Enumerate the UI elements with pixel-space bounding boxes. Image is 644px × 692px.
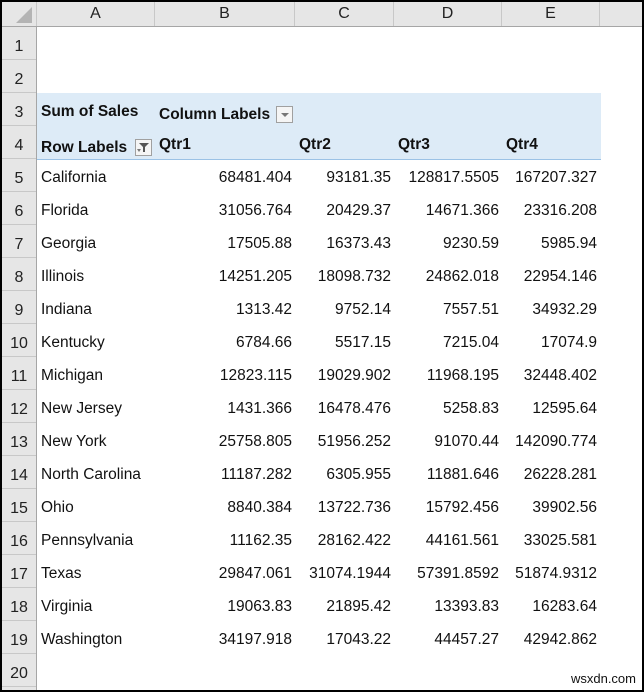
value-cell-qtr1[interactable]: 11187.282 bbox=[221, 466, 292, 483]
value-cell-qtr3[interactable]: 44457.27 bbox=[434, 631, 499, 648]
pivot-row-labels-header[interactable] bbox=[37, 126, 155, 159]
row-header[interactable]: 12 bbox=[2, 390, 36, 423]
value-cell-qtr3[interactable]: 44161.561 bbox=[425, 532, 499, 549]
row-label-cell[interactable]: Virginia bbox=[41, 598, 93, 615]
value-cell-qtr4[interactable]: 26228.281 bbox=[523, 466, 597, 483]
row-label-cell[interactable]: Ohio bbox=[41, 499, 74, 516]
value-cell-qtr3[interactable]: 11881.646 bbox=[426, 466, 499, 483]
value-cell-qtr4[interactable]: 22954.146 bbox=[523, 268, 597, 285]
value-cell-qtr1[interactable]: 6784.66 bbox=[235, 334, 292, 351]
row-label-cell[interactable]: Kentucky bbox=[41, 334, 105, 351]
column-header-f[interactable] bbox=[600, 2, 642, 26]
row-label-cell[interactable]: Illinois bbox=[41, 268, 85, 285]
value-cell-qtr3[interactable]: 9230.59 bbox=[442, 235, 499, 252]
row-header[interactable]: 15 bbox=[2, 489, 36, 522]
filter-mini-arrow-icon bbox=[137, 149, 141, 152]
row-label-cell[interactable]: Florida bbox=[41, 202, 89, 219]
value-cell-qtr2[interactable]: 5517.15 bbox=[334, 334, 391, 351]
value-cell-qtr2[interactable]: 51956.252 bbox=[317, 433, 391, 450]
value-cell-qtr3[interactable]: 24862.018 bbox=[425, 268, 499, 285]
column-header-d[interactable]: D bbox=[394, 2, 502, 26]
value-cell-qtr2[interactable]: 13722.736 bbox=[317, 499, 391, 516]
value-cell-qtr4[interactable]: 51874.9312 bbox=[515, 565, 597, 582]
value-cell-qtr4[interactable]: 5985.94 bbox=[540, 235, 597, 252]
row-header[interactable]: 17 bbox=[2, 555, 36, 588]
value-cell-qtr4[interactable]: 39902.56 bbox=[532, 499, 597, 516]
row-header[interactable]: 2 bbox=[2, 60, 36, 93]
pivot-column-labels-header[interactable] bbox=[155, 93, 335, 126]
row-label-cell[interactable]: Georgia bbox=[41, 235, 97, 252]
value-cell-qtr3[interactable]: 57391.8592 bbox=[417, 565, 499, 582]
value-cell-qtr2[interactable]: 20429.37 bbox=[326, 202, 391, 219]
row-labels-filter-button[interactable] bbox=[135, 139, 152, 156]
value-cell-qtr4[interactable]: 32448.402 bbox=[523, 367, 597, 384]
row-header[interactable]: 10 bbox=[2, 324, 36, 357]
value-cell-qtr4[interactable]: 23316.208 bbox=[523, 202, 597, 219]
value-cell-qtr4[interactable]: 16283.64 bbox=[532, 598, 597, 615]
row-label-cell[interactable]: Indiana bbox=[41, 301, 92, 318]
row-header[interactable]: 13 bbox=[2, 423, 36, 456]
column-header-c[interactable]: C bbox=[295, 2, 394, 26]
value-cell-qtr2[interactable]: 28162.422 bbox=[317, 532, 391, 549]
value-cell-qtr4[interactable]: 34932.29 bbox=[532, 301, 597, 318]
row-header[interactable]: 19 bbox=[2, 621, 36, 654]
watermark-text: wsxdn.com bbox=[570, 671, 636, 686]
value-cell-qtr4[interactable]: 142090.774 bbox=[515, 433, 597, 450]
row-header[interactable]: 18 bbox=[2, 588, 36, 621]
value-cell-qtr2[interactable]: 16478.476 bbox=[317, 400, 391, 417]
value-cell-qtr3[interactable]: 5258.83 bbox=[442, 400, 499, 417]
dropdown-arrow-icon bbox=[281, 113, 289, 117]
value-cell-qtr1[interactable]: 68481.404 bbox=[218, 169, 292, 186]
column-header-bar bbox=[2, 2, 642, 27]
value-cell-qtr3[interactable]: 15792.456 bbox=[425, 499, 499, 516]
column-header-e[interactable]: E bbox=[502, 2, 600, 26]
pivot-value-field-label[interactable]: Sum of Sales bbox=[41, 103, 139, 120]
value-cell-qtr3[interactable]: 14671.366 bbox=[425, 202, 499, 219]
row-header-bar bbox=[2, 27, 37, 692]
value-cell-qtr1[interactable]: 11162.35 bbox=[229, 532, 292, 549]
value-cell-qtr2[interactable]: 93181.35 bbox=[326, 169, 391, 186]
value-cell-qtr4[interactable]: 17074.9 bbox=[540, 334, 597, 351]
column-labels-dropdown-button[interactable] bbox=[276, 106, 293, 123]
row-label-cell[interactable]: Texas bbox=[41, 565, 82, 582]
row-label-cell[interactable]: New York bbox=[41, 433, 107, 450]
value-cell-qtr4[interactable]: 12595.64 bbox=[532, 400, 597, 417]
pivot-column-header-qtr3[interactable]: Qtr3 bbox=[398, 136, 430, 153]
row-header[interactable]: 4 bbox=[2, 126, 36, 159]
value-cell-qtr2[interactable]: 31074.1944 bbox=[309, 565, 391, 582]
row-header[interactable]: 5 bbox=[2, 159, 36, 192]
row-header[interactable]: 11 bbox=[2, 357, 36, 390]
value-cell-qtr1[interactable]: 34197.918 bbox=[218, 631, 292, 648]
value-cell-qtr1[interactable]: 31056.764 bbox=[218, 202, 292, 219]
filter-funnel-stem bbox=[143, 147, 145, 152]
row-label-cell[interactable]: Pennsylvania bbox=[41, 532, 134, 549]
value-cell-qtr2[interactable]: 18098.732 bbox=[317, 268, 391, 285]
row-header[interactable]: 7 bbox=[2, 225, 36, 258]
value-cell-qtr1[interactable]: 17505.88 bbox=[227, 235, 292, 252]
row-label-cell[interactable]: California bbox=[41, 169, 107, 186]
value-cell-qtr1[interactable]: 19063.83 bbox=[227, 598, 292, 615]
row-label-cell[interactable]: North Carolina bbox=[41, 466, 141, 483]
pivot-column-header-qtr1[interactable]: Qtr1 bbox=[159, 136, 191, 153]
row-labels-text: Row Labels bbox=[41, 138, 128, 156]
row-header[interactable]: 3 bbox=[2, 93, 36, 126]
row-header[interactable]: 20 bbox=[2, 654, 36, 687]
pivot-column-header-qtr4[interactable]: Qtr4 bbox=[506, 136, 538, 153]
row-header[interactable]: 8 bbox=[2, 258, 36, 291]
pivot-column-header-qtr2[interactable]: Qtr2 bbox=[299, 136, 331, 153]
value-cell-qtr2[interactable]: 21895.42 bbox=[326, 598, 391, 615]
row-header[interactable]: 9 bbox=[2, 291, 36, 324]
value-cell-qtr3[interactable]: 91070.44 bbox=[434, 433, 499, 450]
value-cell-qtr2[interactable]: 17043.22 bbox=[326, 631, 391, 648]
select-all-corner[interactable] bbox=[2, 2, 37, 26]
column-header-b[interactable]: B bbox=[155, 2, 295, 26]
cell-grid[interactable] bbox=[37, 27, 642, 692]
row-label-cell[interactable]: Washington bbox=[41, 631, 123, 648]
value-cell-qtr4[interactable]: 42942.862 bbox=[523, 631, 597, 648]
row-label-cell[interactable]: Michigan bbox=[41, 367, 104, 384]
value-cell-qtr1[interactable]: 12823.115 bbox=[219, 367, 292, 384]
value-cell-qtr3[interactable]: 128817.5505 bbox=[408, 169, 499, 186]
column-header-a[interactable]: A bbox=[37, 2, 155, 26]
select-all-triangle-icon bbox=[16, 7, 32, 23]
value-cell-qtr4[interactable]: 33025.581 bbox=[523, 532, 597, 549]
value-cell-qtr1[interactable]: 8840.384 bbox=[227, 499, 292, 516]
value-cell-qtr4[interactable]: 167207.327 bbox=[515, 169, 597, 186]
value-cell-qtr2[interactable]: 6305.955 bbox=[326, 466, 391, 483]
column-labels-text: Column Labels bbox=[159, 105, 271, 123]
row-header[interactable]: 14 bbox=[2, 456, 36, 489]
value-cell-qtr1[interactable]: 25758.805 bbox=[218, 433, 292, 450]
value-cell-qtr2[interactable]: 9752.14 bbox=[334, 301, 391, 318]
value-cell-qtr3[interactable]: 11968.195 bbox=[426, 367, 499, 384]
row-header[interactable]: 6 bbox=[2, 192, 36, 225]
row-header[interactable]: 16 bbox=[2, 522, 36, 555]
value-cell-qtr1[interactable]: 14251.205 bbox=[218, 268, 292, 285]
value-cell-qtr2[interactable]: 16373.43 bbox=[326, 235, 391, 252]
value-cell-qtr1[interactable]: 29847.061 bbox=[218, 565, 292, 582]
value-cell-qtr3[interactable]: 7215.04 bbox=[442, 334, 499, 351]
row-label-cell[interactable]: New Jersey bbox=[41, 400, 122, 417]
value-cell-qtr3[interactable]: 13393.83 bbox=[434, 598, 499, 615]
value-cell-qtr1[interactable]: 1313.42 bbox=[235, 301, 292, 318]
value-cell-qtr1[interactable]: 1431.366 bbox=[227, 400, 292, 417]
value-cell-qtr3[interactable]: 7557.51 bbox=[442, 301, 499, 318]
row-header[interactable]: 1 bbox=[2, 27, 36, 60]
value-cell-qtr2[interactable]: 19029.902 bbox=[317, 367, 391, 384]
